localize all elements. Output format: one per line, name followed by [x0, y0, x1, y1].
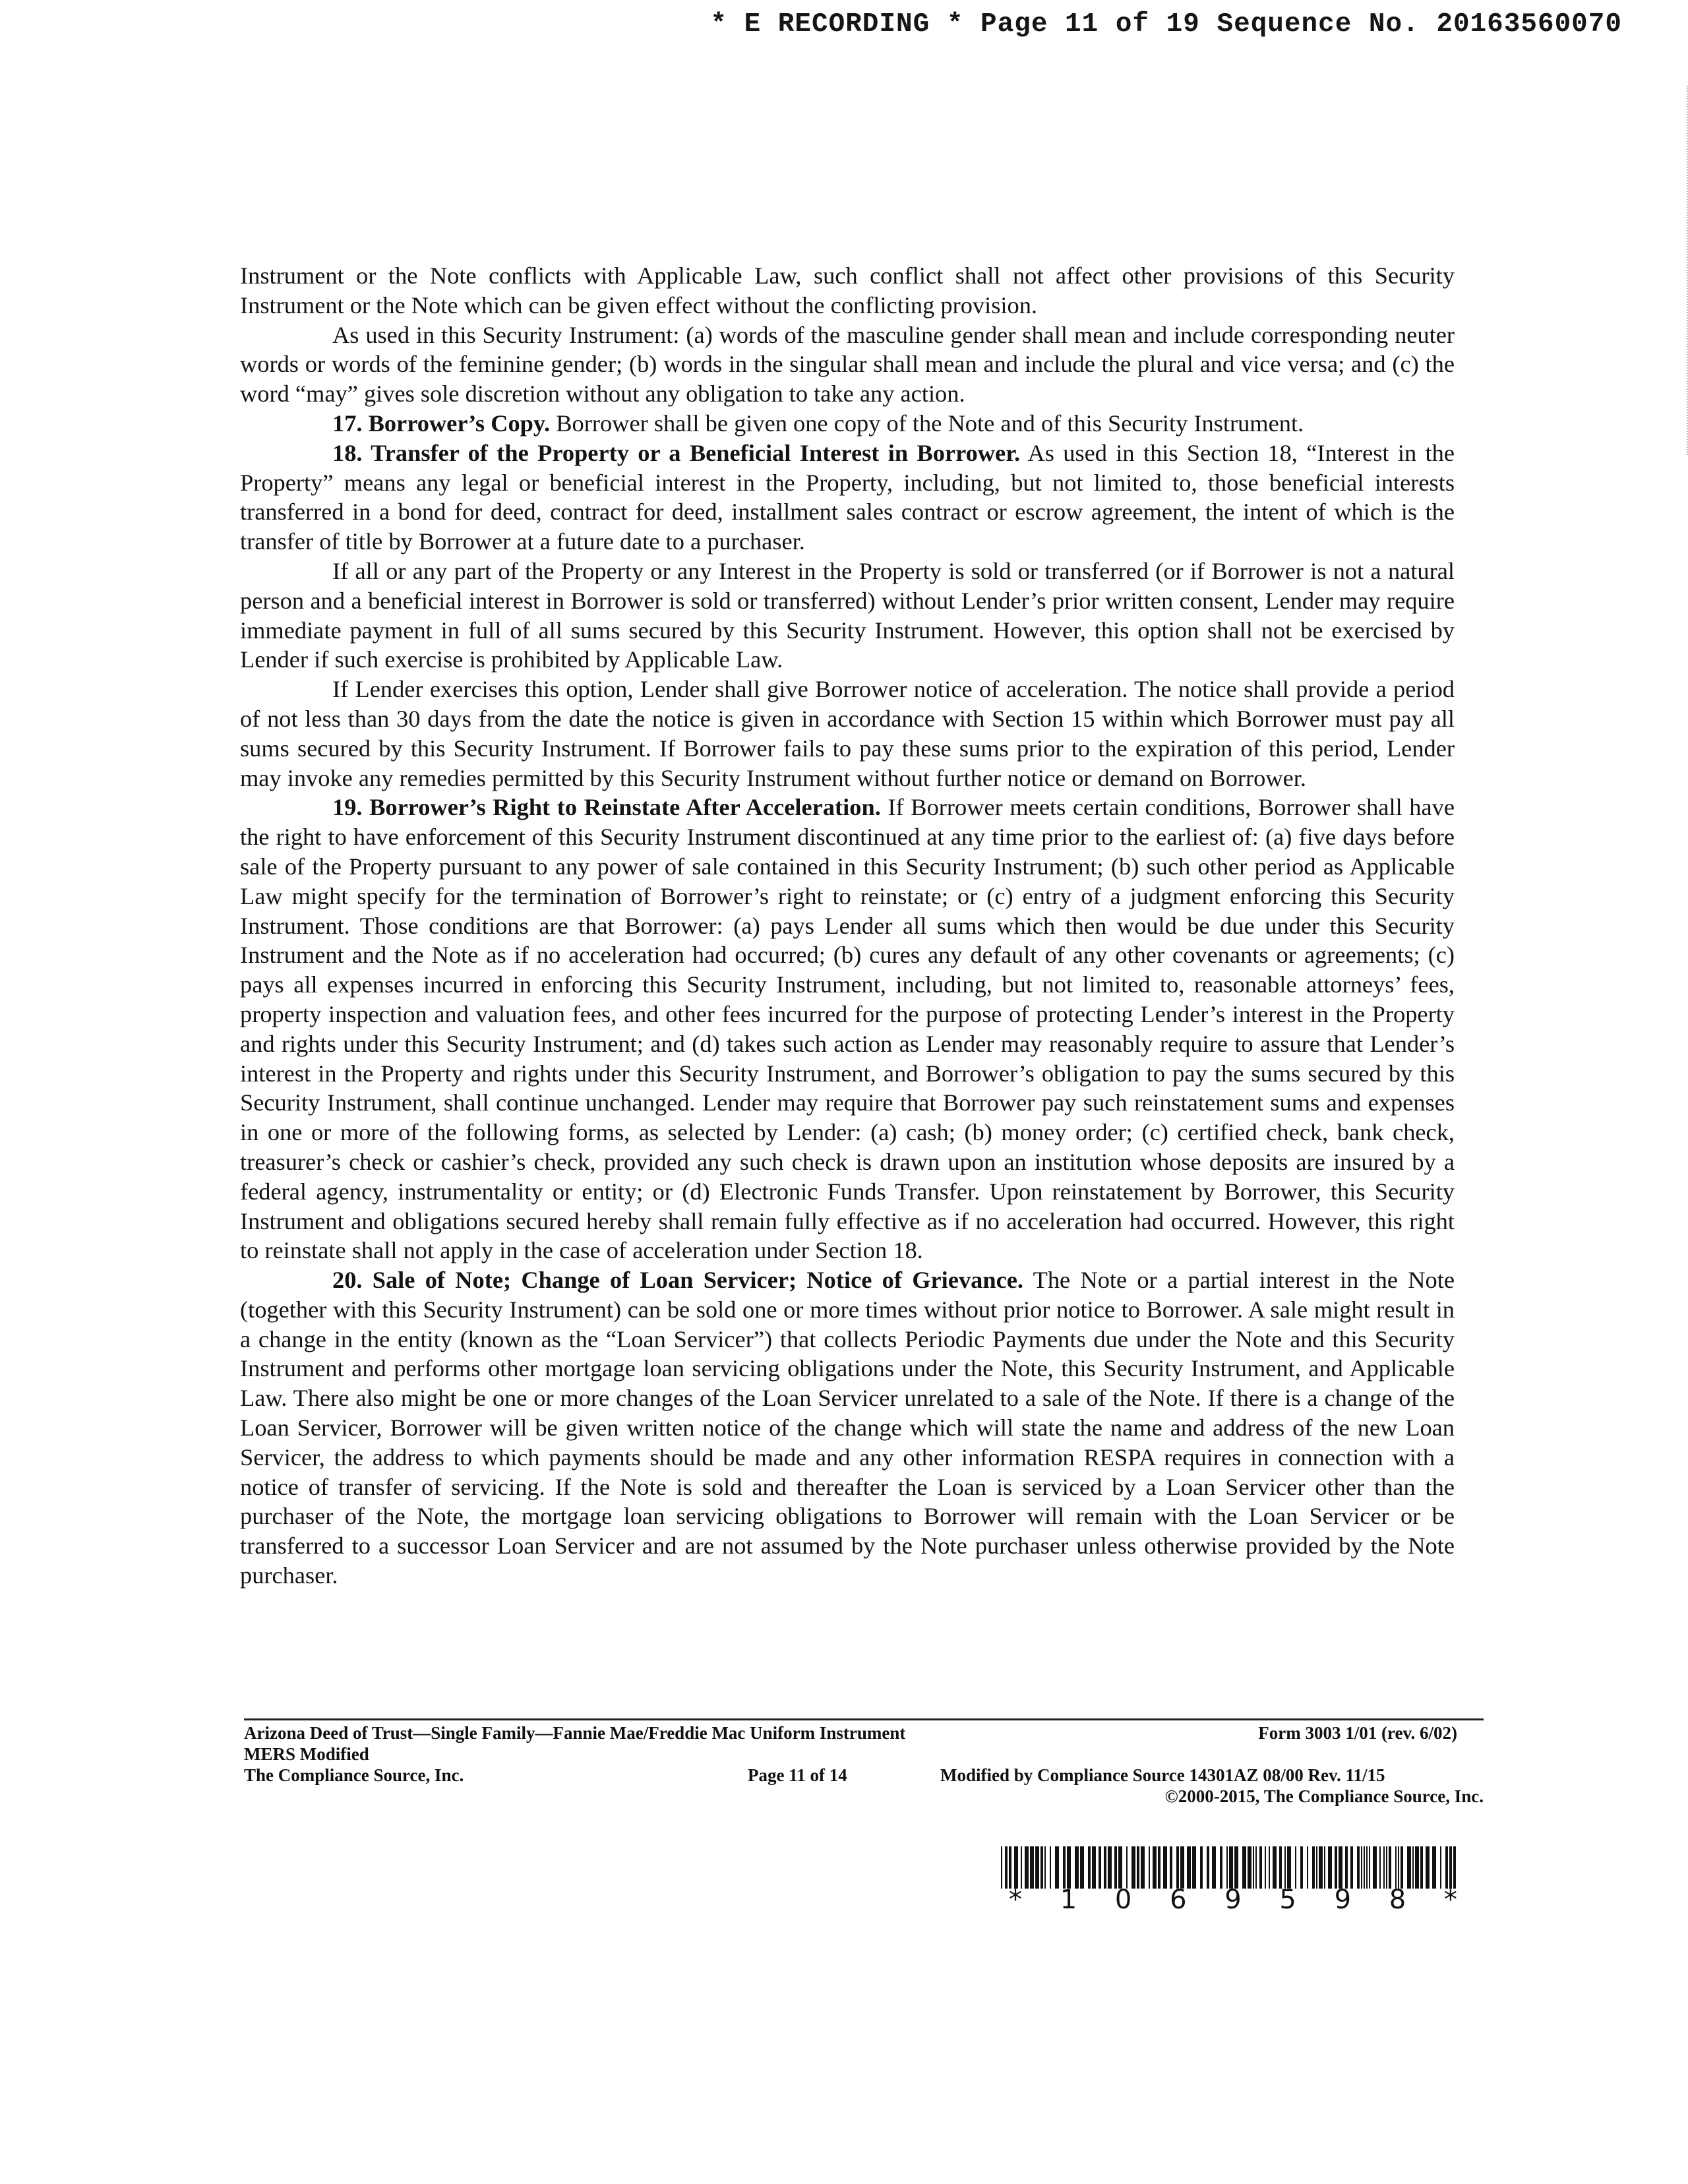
barcode-bar: [1044, 1846, 1046, 1889]
barcode-bar: [1284, 1846, 1286, 1889]
barcode-bar: [1187, 1846, 1191, 1889]
barcode-bar: [1021, 1846, 1022, 1889]
barcode-bar: [1005, 1846, 1008, 1889]
barcode-bar: [1118, 1846, 1122, 1889]
barcode-bar: [1200, 1846, 1203, 1889]
section-17: [240, 409, 1455, 439]
barcode: [1001, 1846, 1456, 1889]
section-20-heading: 20. Sale of Note; Change of Loan Servicer; Notice of Grievance.: [332, 1267, 1023, 1294]
barcode-bar: [1080, 1846, 1084, 1889]
section-20: [240, 1265, 1455, 1591]
barcode-bar: [1212, 1846, 1216, 1889]
barcode-bar: [1366, 1846, 1368, 1889]
barcode-bar: [1389, 1846, 1391, 1889]
section-17-text: Borrower shall be given one copy of the Note and of this Security Instrument.: [550, 410, 1304, 437]
barcode-bar: [1131, 1846, 1135, 1889]
barcode-bar: [1149, 1846, 1150, 1889]
barcode-bar: [1357, 1846, 1360, 1889]
barcode-bar: [1453, 1846, 1456, 1889]
barcode-bar: [1141, 1846, 1145, 1889]
barcode-digit: *: [1009, 1885, 1022, 1915]
barcode-bar: [1345, 1846, 1348, 1889]
barcode-bar: [1295, 1846, 1296, 1889]
barcode-bar: [1319, 1846, 1323, 1889]
paragraph-continuation: Instrument or the Note conflicts with Applicable Law, such conflict shall not affect other provisions of this Security Instrument or the Note which can be given effect without the conflicting provision.: [240, 262, 1455, 318]
modified-by: Modified by Compliance Source 14301AZ 08/00 Rev. 11/15: [940, 1765, 1385, 1785]
section-19-heading: 19. Borrower’s Right to Reinstate After Acceleration.: [332, 794, 881, 821]
barcode-bar: [1300, 1846, 1303, 1889]
barcode-bar: [1386, 1846, 1387, 1889]
barcode-bar: [1259, 1846, 1262, 1889]
barcode-bar: [1180, 1846, 1184, 1889]
barcode-bar: [1440, 1846, 1441, 1889]
barcode-bar: [1420, 1846, 1423, 1889]
barcode-digits: [1009, 1885, 1457, 1915]
barcode-bar: [1395, 1846, 1397, 1889]
barcode-bar: [1407, 1846, 1411, 1889]
barcode-bar: [1075, 1846, 1079, 1889]
barcode-digit: 5: [1279, 1885, 1296, 1915]
barcode-bar: [1137, 1846, 1139, 1889]
paragraph-as-used: As used in this Security Instrument: (a) words of the masculine gender shall mean and include corresponding neuter words or words of the feminine gender; (b) words in the singular shall mean and include the plural and vice versa; and (c) the word “may” gives sole discretion without any obligation to take any action.: [240, 321, 1455, 408]
barcode-bar: [1339, 1846, 1342, 1889]
recording-header: * E RECORDING * Page 11 of 19 Sequence No. 20163560070: [710, 9, 1622, 40]
margin-scan-marks: [1681, 86, 1688, 455]
barcode-bar: [1220, 1846, 1222, 1889]
barcode-bar: [1055, 1846, 1059, 1889]
barcode-bar: [1373, 1846, 1377, 1889]
barcode-bar: [1009, 1846, 1011, 1889]
section-19-text: If Borrower meets certain conditions, Borrower shall have the right to have enforcement of this Security Instrument discontinued at any time prior to the earliest of: (a) five days before sale of the Property pursuant to any power of sale contained in this Security Instrument; (b) such other period as Applicable Law might specify for the termination of Borrower’s right to reinstate; or (c) entry of a judgment enforcing this Security Instrument. Those conditions are that Borrower: (a) pays Lender all sums which then would be due under this Security Instrument and the Note as if no acceleration had occurred; (b) cures any default of any other covenants or agreements; (c) pays all expenses incurred in enforcing this Security Instrument, including, but not limited to, reasonable attorneys’ fees, property inspection and valuation fees, and other fees incurred for the purpose of protecting Lender’s interest in the Property and rights under this Security Instrument; and (d) takes such action as Lender may reasonably require to assure that Lender’s interest in the Property and rights under this Security Instrument, and Borrower’s obligation to pay the sums secured by this Security Instrument, shall continue unchanged. Lender may require that Borrower pay such reinstatement sums and expenses in one or more of the following forms, as selected by Lender: (a) cash; (b) money order; (c) certified check, bank check, treasurer’s check or cashier’s check, provided any such check is drawn upon an institution whose deposits are insured by a federal agency, instrumentality or entity; or (d) Electronic Funds Transfer. Upon reinstatement by Borrower, this Security Instrument and obligations secured hereby shall remain fully effective as if no acceleration had occurred. However, this right to reinstate shall not apply in the case of acceleration under Section 18.: [240, 794, 1455, 1264]
barcode-bar: [1287, 1846, 1291, 1889]
barcode-digit: 9: [1224, 1885, 1242, 1915]
barcode-bar: [1176, 1846, 1179, 1889]
barcode-bar: [1192, 1846, 1196, 1889]
barcode-bar: [1445, 1846, 1448, 1889]
section-18-text: As used in this Section 18, “Interest in the Property” means any legal or beneficial interest in the Property, including, but not limited to, those beneficial interests transferred in a bond for deed, contract for deed, installment sales contract or escrow agreement, the intent of which is the transfer of title by Borrower at a future date to a purchaser.: [240, 439, 1455, 555]
mers-label: MERS Modified: [244, 1744, 369, 1764]
barcode-bar: [1269, 1846, 1270, 1889]
barcode-bar: [1248, 1846, 1251, 1889]
barcode-bar: [1104, 1846, 1106, 1889]
barcode-bar: [1324, 1846, 1325, 1889]
barcode-bar: [1401, 1846, 1403, 1889]
barcode-bar: [1158, 1846, 1160, 1889]
barcode-bar: [1099, 1846, 1101, 1889]
barcode-digit: 1: [1060, 1885, 1077, 1915]
barcode-bar: [1449, 1846, 1452, 1889]
section-18-heading: 18. Transfer of the Property or a Beneficial Interest in Borrower.: [332, 439, 1021, 466]
barcode-bar: [1312, 1846, 1315, 1889]
page-number: Page 11 of 14: [748, 1765, 847, 1785]
barcode-bar: [1316, 1846, 1317, 1889]
barcode-bar: [1328, 1846, 1332, 1889]
section-17-heading: 17. Borrower’s Copy.: [332, 410, 551, 437]
barcode-bar: [1067, 1846, 1071, 1889]
form-footer: [244, 1717, 1484, 1807]
form-number: Form 3003 1/01 (rev. 6/02): [1258, 1723, 1457, 1743]
barcode-bar: [1242, 1846, 1246, 1889]
barcode-bar: [1253, 1846, 1254, 1889]
barcode-digit: 6: [1170, 1885, 1187, 1915]
barcode-bar: [1255, 1846, 1257, 1889]
barcode-bar: [1092, 1846, 1096, 1889]
barcode-bar: [1415, 1846, 1419, 1889]
barcode-bar: [1379, 1846, 1381, 1889]
barcode-bar: [1229, 1846, 1233, 1889]
form-title: Arizona Deed of Trust—Single Family—Fannie Mae/Freddie Mac Uniform Instrument: [244, 1723, 906, 1743]
barcode-bar: [1369, 1846, 1370, 1889]
barcode-bar: [1426, 1846, 1430, 1889]
barcode-bar: [1432, 1846, 1436, 1889]
section-18: [240, 439, 1455, 557]
company-name: The Compliance Source, Inc.: [244, 1765, 464, 1785]
barcode-digit: *: [1443, 1885, 1457, 1915]
barcode-bar: [1163, 1846, 1167, 1889]
barcode-bar: [1001, 1846, 1002, 1889]
barcode-bar: [1234, 1846, 1238, 1889]
barcode-bar: [1398, 1846, 1399, 1889]
barcode-bar: [1364, 1846, 1365, 1889]
document-body: [240, 261, 1455, 1591]
section-19: [240, 793, 1455, 1265]
barcode-bar: [1350, 1846, 1353, 1889]
barcode-bar: [1279, 1846, 1282, 1889]
barcode-bar: [1170, 1846, 1172, 1889]
barcode-bar: [1153, 1846, 1157, 1889]
barcode-bar: [1126, 1846, 1128, 1889]
barcode-bar: [1265, 1846, 1266, 1889]
section-18-paragraph-3: If Lender exercises this option, Lender shall give Borrower notice of acceleration. The notice shall provide a period of not less than 30 days from the date the notice is given in accordance with Section 15 within which Borrower must pay all sums secured by this Security Instrument. If Borrower fails to pay these sums prior to the expiration of this period, Lender may invoke any remedies permitted by this Security Instrument without further notice or demand on Borrower.: [240, 676, 1455, 791]
barcode-bar: [1226, 1846, 1228, 1889]
barcode-bar: [1035, 1846, 1039, 1889]
barcode-bar: [1307, 1846, 1308, 1889]
barcode-bar: [1040, 1846, 1043, 1889]
copyright: ©2000-2015, The Compliance Source, Inc.: [1164, 1786, 1484, 1806]
barcode-bar: [1207, 1846, 1209, 1889]
section-18-paragraph-2: If all or any part of the Property or any Interest in the Property is sold or transferred (or if Borrower is not a natural person and a beneficial interest in Borrower is sold or transferred) without Lender’s prior written consent, Lender may require immediate payment in full of all sums secured by this Security Instrument. However, this option shall not be exercised by Lender if such exercise is prohibited by Applicable Law.: [240, 557, 1455, 673]
barcode-digit: 8: [1389, 1885, 1406, 1915]
barcode-bar: [1335, 1846, 1337, 1889]
barcode-bar: [1050, 1846, 1051, 1889]
barcode-bar: [1114, 1846, 1117, 1889]
barcode-bar: [1014, 1846, 1018, 1889]
barcode-digit: 0: [1114, 1885, 1132, 1915]
barcode-bar: [1273, 1846, 1277, 1889]
barcode-bar: [1361, 1846, 1362, 1889]
barcode-bar: [1383, 1846, 1385, 1889]
barcode-bar: [1025, 1846, 1029, 1889]
barcode-bar: [1108, 1846, 1112, 1889]
barcode-bar: [1412, 1846, 1414, 1889]
barcode-digit: 9: [1334, 1885, 1352, 1915]
barcode-bar: [1030, 1846, 1034, 1889]
barcode-bar: [1063, 1846, 1066, 1889]
barcode-bar: [1088, 1846, 1091, 1889]
section-20-text: The Note or a partial interest in the Note (together with this Security Instrument) can be sold one or more times without prior notice to Borrower. A sale might result in a change in the entity (known as the “Loan Servicer”) that collects Periodic Payments due under the Note and this Security Instrument and performs other mortgage loan servicing obligations under the Note, this Security Instrument, and Applicable Law. There also might be one or more changes of the Loan Servicer unrelated to a sale of the Note. If there is a change of the Loan Servicer, Borrower will be given written notice of the change which will state the name and address of the new Loan Servicer, the address to which payments should be made and any other information RESPA requires in connection with a notice of transfer of servicing. If the Note is sold and thereafter the Loan is serviced by a Loan Servicer other than the purchaser of the Note, the mortgage loan servicing obligations to Borrower will remain with the Loan Servicer or be transferred to a successor Loan Servicer and are not assumed by the Note purchaser unless otherwise provided by the Note purchaser.: [240, 1267, 1455, 1589]
